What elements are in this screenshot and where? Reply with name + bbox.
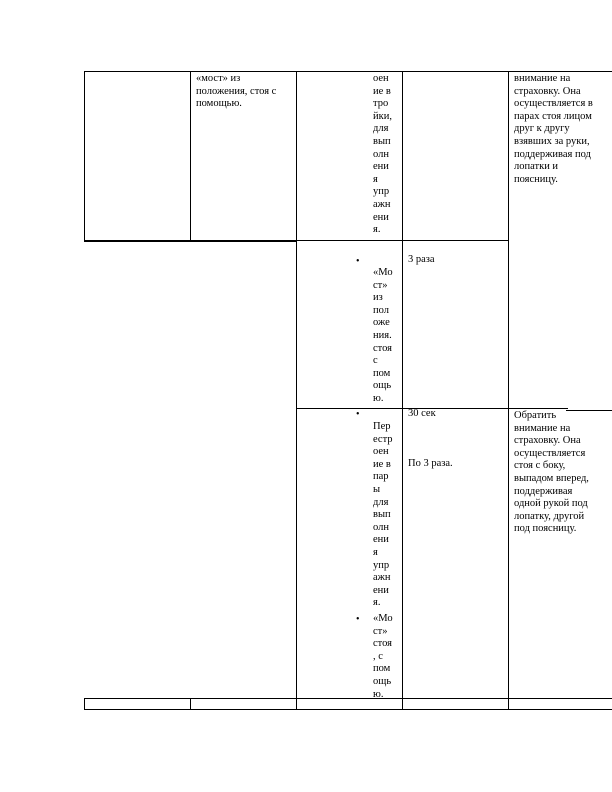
row3-method-item-2: «Мо ст» стоя , с пом ощь ю.	[373, 613, 393, 700]
row3-notes-cell: Обратить внимание на страховку. Она осуществляется стоя с боку, выпадом вперед, поддерживая одной рукой под лопатку, другой под поясницу.	[514, 410, 589, 535]
col3-divider	[402, 71, 403, 710]
row1-bottom-thick	[84, 240, 296, 242]
row3-method-item-1: Пер естр оен ие в пар ы для вып олн ени я упр ажн ени я.	[373, 421, 393, 609]
table-bottom-border	[84, 709, 612, 710]
col1-divider	[190, 71, 191, 242]
row2-method-cell: «Мо ст» из пол оже ния. стоя с пом ощь ю.	[373, 267, 393, 404]
col2-divider	[296, 71, 297, 710]
row1-method-cell: оен ие в тро йки, для вып олн ени я упр ажн ени я.	[373, 73, 392, 236]
table-left-border	[84, 71, 85, 242]
row3-bullet-2: •	[356, 614, 360, 625]
row2-dosage-cell: 3 раза	[408, 254, 435, 265]
row3-bullet-1: •	[356, 409, 360, 420]
row3-dosage-line-1: 30 сек	[408, 408, 436, 419]
row1-bottom	[296, 240, 508, 241]
row1-exercise-cell: «мост» из положения, стоя с помощью.	[196, 73, 277, 110]
row2-bullet: •	[356, 256, 360, 267]
col4-divider	[508, 71, 509, 710]
col1-divider-bottom	[190, 698, 191, 710]
table-left-border-bottom	[84, 698, 85, 710]
row2-bottom-right-a	[508, 408, 568, 409]
row1-notes-cell: внимание на страховку. Она осуществляется в парах стоя лицом друг к другу взявших за руки, поддерживая под лопатки и поясницу.	[514, 73, 593, 185]
table-last-row-border	[84, 698, 612, 699]
table-top-border	[84, 71, 612, 72]
row3-dosage-line-2: По 3 раза.	[408, 458, 453, 469]
